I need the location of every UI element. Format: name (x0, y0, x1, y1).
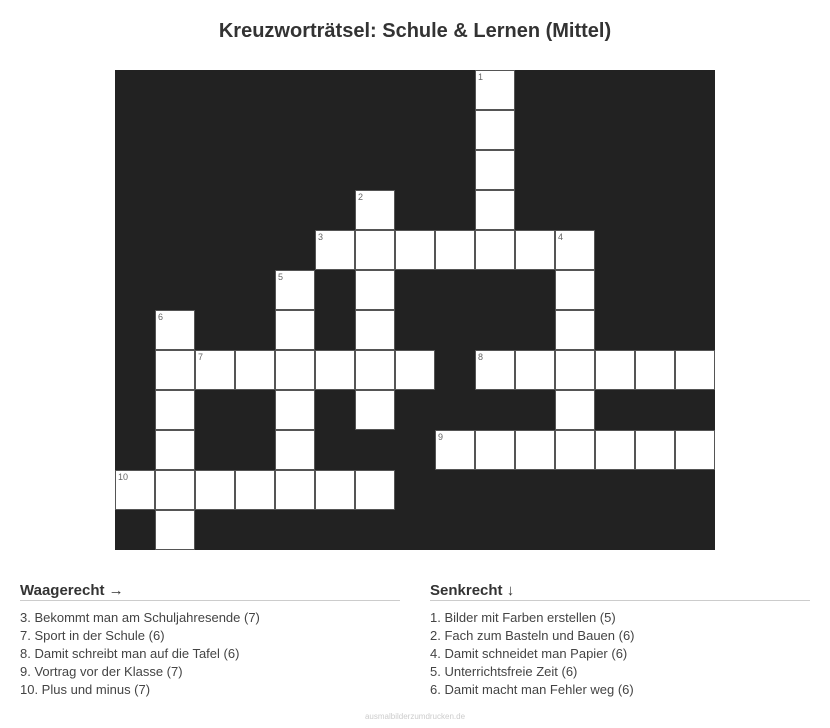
crossword-cell[interactable] (235, 350, 275, 390)
crossword-cell[interactable] (595, 430, 635, 470)
crossword-cell[interactable] (395, 350, 435, 390)
crossword-cell[interactable] (155, 390, 195, 430)
crossword-cell[interactable] (675, 430, 715, 470)
down-clue: 5. Unterrichtsfreie Zeit (6) (430, 664, 578, 679)
clue-number: 3 (318, 232, 324, 242)
crossword-cell[interactable] (355, 390, 395, 430)
crossword-cell[interactable] (515, 230, 555, 270)
crossword-cell[interactable] (275, 310, 315, 350)
crossword-cell[interactable] (155, 470, 195, 510)
across-clue: 3. Bekommt man am Schuljahresende (7) (20, 610, 260, 625)
clue-number: 6 (158, 312, 164, 322)
clue-number: 9 (438, 432, 444, 442)
crossword-cell[interactable] (275, 350, 315, 390)
crossword-cell[interactable] (435, 430, 475, 470)
clue-number: 1 (478, 72, 484, 82)
across-clue-list (20, 609, 400, 699)
down-clue: 2. Fach zum Basteln und Bauen (6) (430, 628, 635, 643)
across-clue: 7. Sport in der Schule (6) (20, 628, 165, 643)
clue-number: 4 (558, 232, 564, 242)
crossword-cell[interactable] (155, 510, 195, 550)
crossword-cell[interactable] (195, 350, 235, 390)
crossword-cell[interactable] (475, 110, 515, 150)
crossword-cell[interactable] (555, 230, 595, 270)
crossword-cell[interactable] (275, 470, 315, 510)
clue-number: 5 (278, 272, 284, 282)
crossword-cell[interactable] (515, 350, 555, 390)
crossword-cell[interactable] (475, 430, 515, 470)
crossword-cell[interactable] (475, 150, 515, 190)
crossword-cell[interactable] (115, 470, 155, 510)
crossword-cell[interactable] (475, 230, 515, 270)
across-clue: 8. Damit schreibt man auf die Tafel (6) (20, 646, 240, 661)
crossword-cell[interactable] (355, 350, 395, 390)
crossword-cell[interactable] (355, 310, 395, 350)
crossword-cell[interactable] (275, 430, 315, 470)
crossword-cell[interactable] (635, 430, 675, 470)
crossword-cell[interactable] (555, 310, 595, 350)
crossword-cell[interactable] (155, 430, 195, 470)
clue-number: 7 (198, 352, 204, 362)
clue-number: 2 (358, 192, 364, 202)
crossword-cell[interactable] (355, 230, 395, 270)
crossword-cell[interactable] (555, 350, 595, 390)
clue-number: 10 (118, 472, 129, 482)
crossword-cell[interactable] (315, 470, 355, 510)
crossword-cell[interactable] (355, 470, 395, 510)
crossword-cell[interactable] (155, 310, 195, 350)
crossword-cell[interactable] (315, 350, 355, 390)
across-clue: 10. Plus und minus (7) (20, 682, 151, 697)
crossword-cell[interactable] (355, 190, 395, 230)
across-heading: Waagerecht → (20, 582, 400, 601)
crossword-cell[interactable] (555, 430, 595, 470)
crossword-cell[interactable] (675, 350, 715, 390)
crossword-cell[interactable] (395, 230, 435, 270)
crossword-cell[interactable] (355, 270, 395, 310)
crossword-cell[interactable] (515, 430, 555, 470)
crossword-cell[interactable] (555, 390, 595, 430)
down-heading: Senkrecht ↓ (430, 582, 810, 601)
crossword-cell[interactable] (475, 350, 515, 390)
crossword-cell[interactable] (235, 470, 275, 510)
crossword-cell[interactable] (635, 350, 675, 390)
crossword-cell[interactable] (275, 270, 315, 310)
down-clue-list (430, 609, 810, 699)
crossword-cell[interactable] (595, 350, 635, 390)
crossword-cell[interactable] (435, 230, 475, 270)
crossword-cell[interactable] (275, 390, 315, 430)
across-clue: 9. Vortrag vor der Klasse (7) (20, 664, 183, 679)
footer-watermark: ausmalbilderzumdrucken.de (364, 712, 466, 721)
crossword-cell[interactable] (195, 470, 235, 510)
clue-number: 8 (478, 352, 484, 362)
down-clues-section (430, 582, 810, 699)
down-clue: 6. Damit macht man Fehler weg (6) (430, 682, 634, 697)
down-clue: 1. Bilder mit Farben erstellen (5) (430, 610, 616, 625)
across-clues-section (20, 582, 400, 699)
crossword-cell[interactable] (155, 350, 195, 390)
page-title: Kreuzworträtsel: Schule & Lernen (Mittel) (218, 20, 612, 42)
down-clue: 4. Damit schneidet man Papier (6) (430, 646, 628, 661)
crossword-grid (115, 70, 715, 550)
crossword-cell[interactable] (475, 190, 515, 230)
crossword-cell[interactable] (555, 270, 595, 310)
crossword-cell[interactable] (475, 70, 515, 110)
crossword-cell[interactable] (315, 230, 355, 270)
